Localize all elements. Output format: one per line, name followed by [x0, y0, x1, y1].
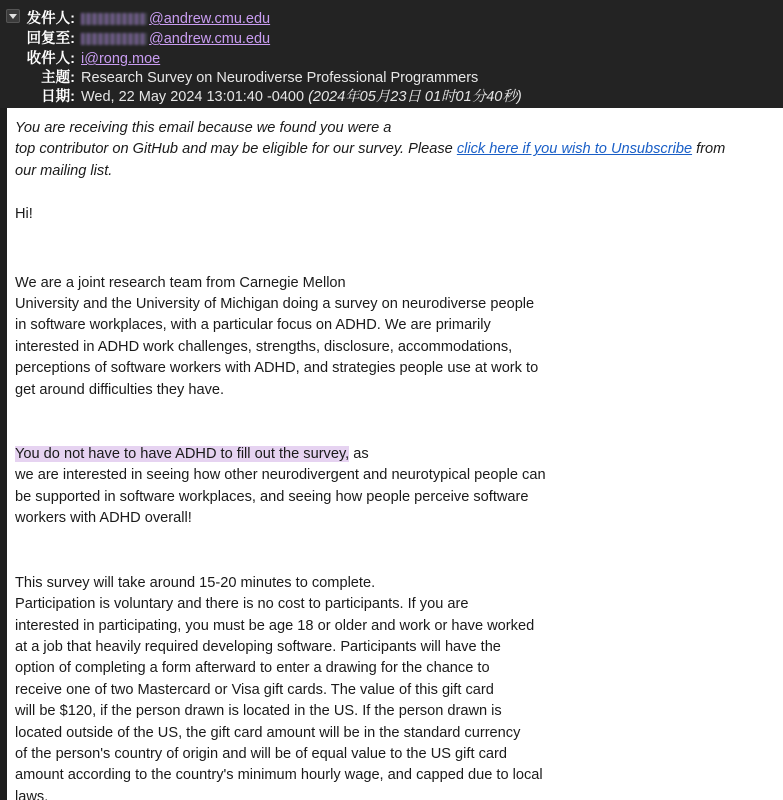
from-row — [0, 9, 270, 29]
from-label: 发件人: — [26, 11, 75, 27]
subject-text: Research Survey on Neurodiverse Professional Programmers — [81, 70, 479, 86]
intro-line: our mailing list. — [15, 162, 113, 179]
to-address[interactable]: i@rong.moe — [81, 51, 161, 67]
intro-line: You are receiving this email because we found you were a — [15, 120, 392, 136]
date-text: Wed, 22 May 2024 13:01:40 -0400 — [81, 89, 305, 105]
paragraph-eligibility — [15, 444, 783, 530]
paragraph-survey-details — [15, 573, 783, 800]
paragraph-line: University and the University of Michigan doing a survey on neurodiverse people — [15, 296, 535, 313]
redacted-sender-name — [81, 13, 147, 25]
greeting: Hi! — [15, 206, 33, 223]
date-row — [0, 87, 522, 107]
paragraph-line: will be $120, if the person drawn is located in the US. If the person drawn is — [15, 703, 502, 720]
paragraph-research-team — [15, 273, 783, 401]
intro-line: from — [692, 141, 726, 158]
email-header — [0, 0, 783, 108]
reply-to-row — [0, 29, 270, 49]
unsubscribe-link[interactable]: click here if you wish to Unsubscribe — [456, 141, 693, 158]
paragraph-line: receive one of two Mastercard or Visa gift cards. The value of this gift card — [15, 681, 494, 698]
paragraph-line: perceptions of software workers with ADHD, and strategies people use at work to — [15, 360, 539, 377]
subject-row — [0, 68, 478, 88]
intro-notice — [15, 118, 783, 182]
paragraph-line: in software workplaces, with a particular focus on ADHD. We are primarily — [15, 317, 491, 334]
reply-to-label: 回复至: — [26, 31, 75, 47]
intro-line: top contributor on GitHub and may be eligible for our survey. Please — [15, 141, 457, 158]
date-label: 日期: — [41, 89, 75, 105]
date-local-text: (2024年05月23日 01时01分40秒) — [308, 89, 522, 105]
paragraph-line: get around difficulties they have. — [15, 381, 225, 398]
from-address[interactable]: @andrew.cmu.edu — [149, 11, 271, 27]
email-body — [7, 108, 783, 800]
paragraph-line: Participation is voluntary and there is no cost to participants. If you are — [15, 596, 469, 613]
paragraph-line: interested in participating, you must be age 18 or older and work or have worked — [15, 617, 535, 634]
paragraph-line: workers with ADHD overall! — [15, 510, 192, 527]
paragraph-line: We are a joint research team from Carnegie Mellon — [15, 274, 346, 291]
paragraph-line: interested in ADHD work challenges, strengths, disclosure, accommodations, — [15, 338, 513, 355]
paragraph-line: option of completing a form afterward to enter a drawing for the chance to — [15, 660, 490, 677]
paragraph-line: as — [349, 446, 369, 463]
paragraph-line: we are interested in seeing how other neurodivergent and neurotypical people can — [15, 467, 546, 484]
paragraph-line: laws. — [15, 788, 49, 800]
subject-label: 主题: — [41, 70, 75, 86]
to-row — [0, 49, 160, 69]
redacted-reply-name — [81, 33, 147, 45]
paragraph-line: of the person's country of origin and will be of equal value to the US gift card — [15, 745, 507, 762]
paragraph-line: located outside of the US, the gift card amount will be in the standard currency — [15, 724, 521, 741]
highlighted-text: You do not have to have ADHD to fill out the survey, — [15, 446, 350, 463]
to-label: 收件人: — [26, 51, 75, 67]
reply-to-address[interactable]: @andrew.cmu.edu — [149, 31, 271, 47]
paragraph-line: This survey will take around 15-20 minutes to complete. — [15, 574, 376, 591]
paragraph-line: at a job that heavily required developing software. Participants will have the — [15, 638, 501, 655]
paragraph-line: be supported in software workplaces, and seeing how people perceive software — [15, 488, 529, 505]
paragraph-line: amount according to the country's minimum hourly wage, and capped due to local — [15, 767, 543, 784]
